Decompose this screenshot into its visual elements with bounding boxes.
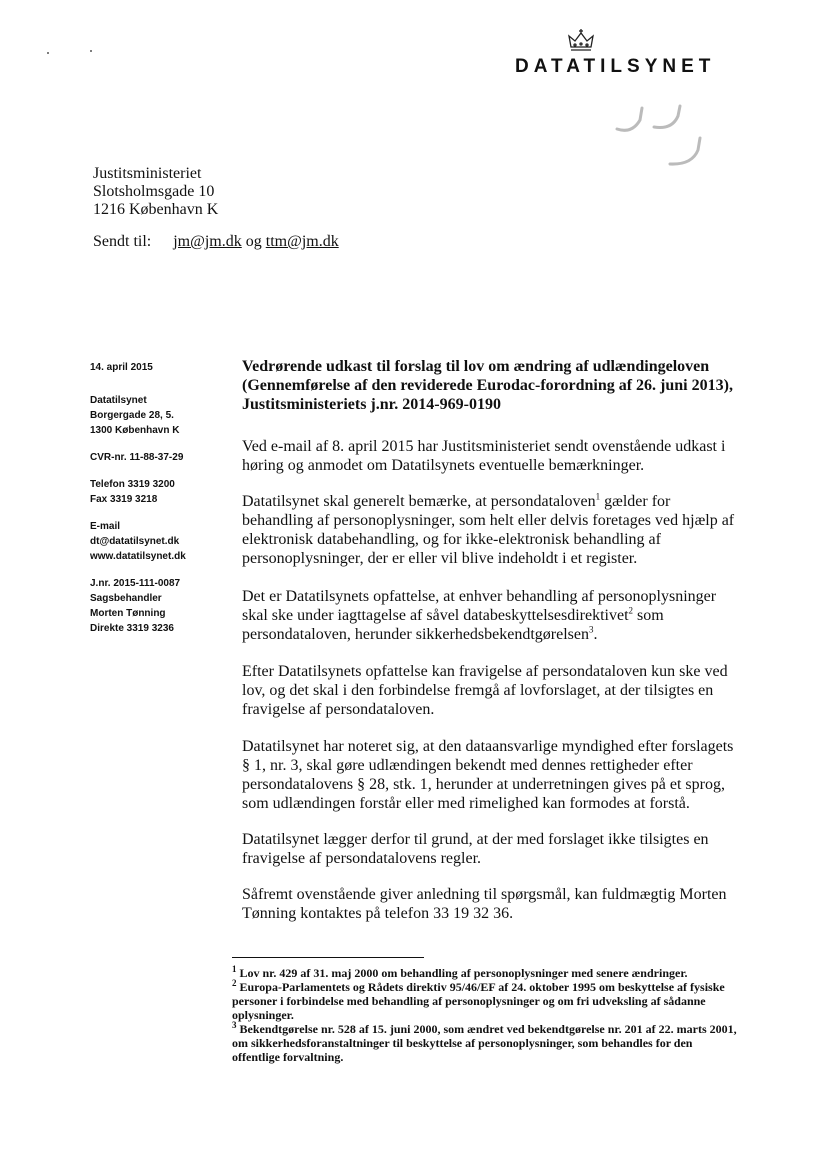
sent-to-conjunction: og [245,233,262,250]
sidebar-email-label: E-mail [90,521,121,532]
footnote-ref-1: 1 [595,491,601,502]
paragraph-3-text: Det er Datatilsynets opfattelse, at enhver behandling af personoplysninger skal ske under iagttagelse af såvel databeskyttelsesdirektivet [242,588,717,624]
sidebar-org: Datatilsynet [90,395,147,406]
sidebar-cvr: CVR-nr. 11-88-37-29 [90,452,184,463]
paragraph-2-text: gælder for behandling af personoplysninger, som helt eller delvis foretages ved hjælp af elektronisk databehandling, og for ikke-elektronisk behandling af personoplysninger, der er eller vil blive indeholdt i et register. [242,493,735,567]
sidebar-email[interactable]: dt@datatilsynet.dk [90,536,180,547]
organization-name: DATATILSYNET [515,56,716,77]
email-link-ttm[interactable]: ttm@jm.dk [265,233,339,250]
footnote-text: Europa-Parlamentets og Rådets direktiv 95/46/EF af 24. oktober 1995 om beskyttelse af fysiske personer i forbindelse med behandling af personoplysninger og om fri udveksling af sådanne oplysninger. [232,980,725,1022]
sent-to-label: Sendt til: [93,233,152,250]
scan-speck [90,50,92,52]
footnotes [232,966,742,1064]
paragraph-3 [242,587,740,644]
recipient-name: Justitsministeriet [93,165,202,182]
sidebar-direct-phone: Direkte 3319 3236 [90,623,174,634]
footnote-number: 2 [232,978,237,988]
footnote-ref-2: 2 [628,605,634,616]
paragraph-5: Datatilsynet har noteret sig, at den dataansvarlige myndighed efter forslagets § 1, nr. 3, skal gøre udlændingen bekendt med dennes rettigheder efter persondatalovens § 28, stk. 1, herunder at underretningen gives på et sprog, som udlændingen forstår eller med rimelighed kan formodes at forstå. [242,738,734,812]
recipient-city: 1216 København K [93,201,219,218]
sidebar-fax: Fax 3319 3218 [90,494,158,505]
footnote-2 [232,980,742,1022]
footnote-number: 3 [232,1020,237,1030]
crown-icon [567,28,595,54]
letter-date: 14. april 2015 [90,362,153,373]
footnote-divider [232,957,424,958]
sidebar-web[interactable]: www.datatilsynet.dk [90,551,186,562]
footnote-3 [232,1022,742,1064]
email-link-jm[interactable]: jm@jm.dk [173,233,242,250]
footnote-ref-3: 3 [589,624,594,635]
handwritten-marks [612,102,712,172]
letterhead-logo [515,28,730,78]
paragraph-4: Efter Datatilsynets opfattelse kan fravigelse af persondataloven kun ske ved lov, og det skal i den forbindelse fremgå af lovforslaget, at der tilsigtes en fravigelse af persondataloven. [242,663,728,718]
paragraph-1: Ved e-mail af 8. april 2015 har Justitsministeriet sendt ovenstående udkast i høring og anmodet om Datatilsynets eventuelle bemærkninger. [242,438,726,474]
subject-line-1: Vedrørende udkast til forslag til lov om ændring af udlændingeloven [242,358,710,375]
footnote-1 [232,966,742,980]
footnote-text: Bekendtgørelse nr. 528 af 15. juni 2000, som ændret ved bekendtgørelse nr. 201 af 22. marts 2001, om sikkerhedsforanstaltninger til beskyttelse af personoplysninger, som behandles for den offentlige forvaltning. [232,1022,737,1064]
paragraph-2 [242,492,740,568]
sidebar-street: Borgergade 28, 5. [90,410,174,421]
footnote-number: 1 [232,964,237,974]
sidebar-handler-name: Morten Tønning [90,608,166,619]
subject-line-3: Justitsministeriets j.nr. 2014-969-0190 [242,396,501,413]
sent-to-line [93,233,339,251]
sidebar-jnr: J.nr. 2015-111-0087 [90,578,181,589]
sidebar-info [90,360,230,648]
subject-line-2: (Gennemførelse af den reviderede Eurodac-forordning af 26. juni 2013), [242,377,733,394]
scan-speck [47,52,49,54]
paragraph-6: Datatilsynet lægger derfor til grund, at der med forslaget ikke tilsigtes en fravigelse af persondatalovens regler. [242,831,709,867]
paragraph-3-text: . [593,626,598,643]
footnote-text: Lov nr. 429 af 31. maj 2000 om behandling af personoplysninger med senere ændringer. [239,966,688,980]
sidebar-handler-label: Sagsbehandler [90,593,162,604]
letter-subject [242,357,742,414]
sidebar-phone: Telefon 3319 3200 [90,479,175,490]
recipient-street: Slotsholmsgade 10 [93,183,215,200]
sidebar-city: 1300 København K [90,425,180,436]
paragraph-3-text: som persondataloven, herunder sikkerhedsbekendtgørelsen [242,607,664,643]
paragraph-2-text: Datatilsynet skal generelt bemærke, at persondataloven [242,493,596,510]
paragraph-7: Såfremt ovenstående giver anledning til spørgsmål, kan fuldmægtig Morten Tønning kontaktes på telefon 33 19 32 36. [242,886,727,922]
